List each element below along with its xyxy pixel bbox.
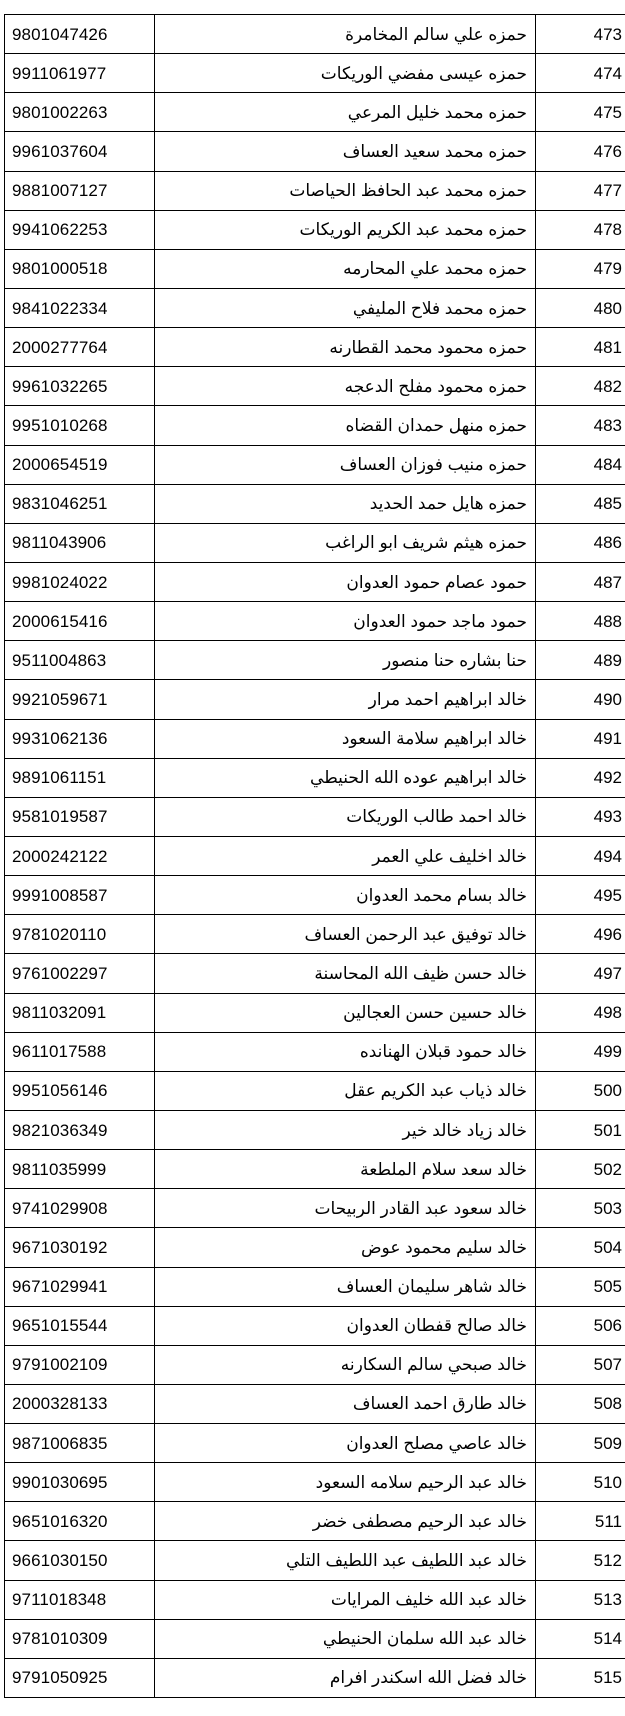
full-name-cell: حمزه عيسى مفضي الوريكات: [155, 54, 536, 93]
serial-number-cell: 503: [536, 1189, 625, 1228]
table-row: [5, 1189, 625, 1228]
full-name-cell: حمزه هايل حمد الحديد: [155, 484, 536, 523]
full-name-cell: حمزه محمد علي المحارمه: [155, 249, 536, 288]
full-name-cell: حمود ماجد حمود العدوان: [155, 602, 536, 641]
national-id-cell: 9741029908: [5, 1189, 155, 1228]
serial-number-cell: 511: [536, 1502, 625, 1541]
full-name-cell: خالد صبحي سالم السكارنه: [155, 1345, 536, 1384]
national-id-cell: 9711018348: [5, 1580, 155, 1619]
full-name-cell: خالد عبد الرحيم مصطفى خضر: [155, 1502, 536, 1541]
table-row: [5, 1619, 625, 1658]
table-row: [5, 797, 625, 836]
full-name-cell: حمزه محمد عبد الكريم الوريكات: [155, 210, 536, 249]
full-name-cell: حمزه محمود مفلح الدعجه: [155, 367, 536, 406]
full-name-cell: خالد سعود عبد القادر الربيحات: [155, 1189, 536, 1228]
national-id-cell: 9651016320: [5, 1502, 155, 1541]
full-name-cell: خالد فضل الله اسكندر افرام: [155, 1658, 536, 1697]
serial-number-cell: 482: [536, 367, 625, 406]
serial-number-cell: 496: [536, 915, 625, 954]
serial-number-cell: 515: [536, 1658, 625, 1697]
full-name-cell: خالد سعد سلام الملطعة: [155, 1150, 536, 1189]
table-row: [5, 876, 625, 915]
national-id-cell: 9581019587: [5, 797, 155, 836]
national-id-cell: 9791002109: [5, 1345, 155, 1384]
full-name-cell: حمزه محمد خليل المرعي: [155, 93, 536, 132]
table-row: [5, 1580, 625, 1619]
national-id-cell: 9931062136: [5, 719, 155, 758]
serial-number-cell: 474: [536, 54, 625, 93]
serial-number-cell: 488: [536, 602, 625, 641]
full-name-cell: خالد بسام محمد العدوان: [155, 876, 536, 915]
full-name-cell: حمزه منيب فوزان العساف: [155, 445, 536, 484]
national-id-cell: 2000277764: [5, 328, 155, 367]
table-row: [5, 445, 625, 484]
full-name-cell: خالد حمود قبلان الهنانده: [155, 1032, 536, 1071]
national-id-cell: 2000242122: [5, 836, 155, 875]
serial-number-cell: 513: [536, 1580, 625, 1619]
national-id-cell: 9981024022: [5, 562, 155, 601]
table-row: [5, 602, 625, 641]
table-row: [5, 1110, 625, 1149]
table-row: [5, 367, 625, 406]
full-name-cell: خالد طارق احمد العساف: [155, 1384, 536, 1423]
table-row: [5, 523, 625, 562]
table-row: [5, 993, 625, 1032]
full-name-cell: حمزه علي سالم المخامرة: [155, 15, 536, 54]
national-id-cell: 9941062253: [5, 210, 155, 249]
national-id-cell: 9901030695: [5, 1463, 155, 1502]
full-name-cell: حمزه هيثم شريف ابو الراغب: [155, 523, 536, 562]
table-row: [5, 1384, 625, 1423]
serial-number-cell: 491: [536, 719, 625, 758]
serial-number-cell: 480: [536, 288, 625, 327]
table-row: [5, 1541, 625, 1580]
table-row: [5, 1071, 625, 1110]
serial-number-cell: 490: [536, 680, 625, 719]
serial-number-cell: 484: [536, 445, 625, 484]
full-name-cell: خالد صالح قفطان العدوان: [155, 1306, 536, 1345]
national-id-cell: 9511004863: [5, 641, 155, 680]
serial-number-cell: 504: [536, 1228, 625, 1267]
table-row: [5, 1463, 625, 1502]
full-name-cell: خالد عبد الله سلمان الحنيطي: [155, 1619, 536, 1658]
table-row: [5, 288, 625, 327]
roster-table: [4, 14, 625, 1698]
national-id-cell: 9871006835: [5, 1424, 155, 1463]
national-id-cell: 9781020110: [5, 915, 155, 954]
serial-number-cell: 481: [536, 328, 625, 367]
full-name-cell: خالد ابراهيم عوده الله الحنيطي: [155, 758, 536, 797]
serial-number-cell: 493: [536, 797, 625, 836]
full-name-cell: حمزه محمد سعيد العساف: [155, 132, 536, 171]
serial-number-cell: 514: [536, 1619, 625, 1658]
national-id-cell: 9881007127: [5, 171, 155, 210]
full-name-cell: حمزه محمود محمد القطارنه: [155, 328, 536, 367]
table-row: [5, 132, 625, 171]
full-name-cell: خالد حسين حسن العجالين: [155, 993, 536, 1032]
full-name-cell: خالد عاصي مصلح العدوان: [155, 1424, 536, 1463]
national-id-cell: 9761002297: [5, 954, 155, 993]
table-row: [5, 758, 625, 797]
table-row: [5, 641, 625, 680]
national-id-cell: 2000328133: [5, 1384, 155, 1423]
national-id-cell: 9801047426: [5, 15, 155, 54]
full-name-cell: خالد احمد طالب الوريكات: [155, 797, 536, 836]
national-id-cell: 9991008587: [5, 876, 155, 915]
full-name-cell: خالد ابراهيم سلامة السعود: [155, 719, 536, 758]
serial-number-cell: 507: [536, 1345, 625, 1384]
serial-number-cell: 501: [536, 1110, 625, 1149]
full-name-cell: خالد ابراهيم احمد مرار: [155, 680, 536, 719]
table-row: [5, 93, 625, 132]
serial-number-cell: 500: [536, 1071, 625, 1110]
table-row: [5, 915, 625, 954]
full-name-cell: خالد ذياب عبد الكريم عقل: [155, 1071, 536, 1110]
national-id-cell: 9891061151: [5, 758, 155, 797]
serial-number-cell: 477: [536, 171, 625, 210]
table-row: [5, 836, 625, 875]
national-id-cell: 9961032265: [5, 367, 155, 406]
national-id-cell: 9801000518: [5, 249, 155, 288]
serial-number-cell: 498: [536, 993, 625, 1032]
table-row: [5, 171, 625, 210]
serial-number-cell: 492: [536, 758, 625, 797]
serial-number-cell: 473: [536, 15, 625, 54]
national-id-cell: 9831046251: [5, 484, 155, 523]
serial-number-cell: 509: [536, 1424, 625, 1463]
table-row: [5, 1228, 625, 1267]
national-id-cell: 9811032091: [5, 993, 155, 1032]
serial-number-cell: 485: [536, 484, 625, 523]
serial-number-cell: 495: [536, 876, 625, 915]
national-id-cell: 9961037604: [5, 132, 155, 171]
full-name-cell: خالد حسن ظيف الله المحاسنة: [155, 954, 536, 993]
table-row: [5, 249, 625, 288]
national-id-cell: 9671030192: [5, 1228, 155, 1267]
table-row: [5, 954, 625, 993]
full-name-cell: خالد سليم محمود عوض: [155, 1228, 536, 1267]
full-name-cell: خالد شاهر سليمان العساف: [155, 1267, 536, 1306]
national-id-cell: 9671029941: [5, 1267, 155, 1306]
table-row: [5, 562, 625, 601]
national-id-cell: 9661030150: [5, 1541, 155, 1580]
serial-number-cell: 487: [536, 562, 625, 601]
serial-number-cell: 486: [536, 523, 625, 562]
full-name-cell: حنا بشاره حنا منصور: [155, 641, 536, 680]
table-row: [5, 680, 625, 719]
national-id-cell: 9801002263: [5, 93, 155, 132]
roster-table-body: [5, 15, 625, 1698]
serial-number-cell: 497: [536, 954, 625, 993]
table-row: [5, 406, 625, 445]
national-id-cell: 9611017588: [5, 1032, 155, 1071]
serial-number-cell: 478: [536, 210, 625, 249]
table-row: [5, 484, 625, 523]
full-name-cell: حمزه محمد عبد الحافظ الحياصات: [155, 171, 536, 210]
serial-number-cell: 502: [536, 1150, 625, 1189]
table-row: [5, 1345, 625, 1384]
full-name-cell: حمود عصام حمود العدوان: [155, 562, 536, 601]
national-id-cell: 9781010309: [5, 1619, 155, 1658]
serial-number-cell: 499: [536, 1032, 625, 1071]
national-id-cell: 9911061977: [5, 54, 155, 93]
full-name-cell: خالد توفيق عبد الرحمن العساف: [155, 915, 536, 954]
serial-number-cell: 475: [536, 93, 625, 132]
table-row: [5, 1032, 625, 1071]
national-id-cell: 9841022334: [5, 288, 155, 327]
national-id-cell: 2000654519: [5, 445, 155, 484]
national-id-cell: 9951010268: [5, 406, 155, 445]
serial-number-cell: 476: [536, 132, 625, 171]
table-row: [5, 328, 625, 367]
full-name-cell: خالد عبد اللطيف عبد اللطيف التلي: [155, 1541, 536, 1580]
table-row: [5, 1658, 625, 1697]
serial-number-cell: 510: [536, 1463, 625, 1502]
full-name-cell: خالد عبد الله خليف المرايات: [155, 1580, 536, 1619]
serial-number-cell: 483: [536, 406, 625, 445]
table-row: [5, 1502, 625, 1541]
table-row: [5, 1267, 625, 1306]
serial-number-cell: 489: [536, 641, 625, 680]
table-row: [5, 1424, 625, 1463]
full-name-cell: خالد اخليف علي العمر: [155, 836, 536, 875]
serial-number-cell: 505: [536, 1267, 625, 1306]
serial-number-cell: 479: [536, 249, 625, 288]
serial-number-cell: 512: [536, 1541, 625, 1580]
national-id-cell: 9811035999: [5, 1150, 155, 1189]
serial-number-cell: 506: [536, 1306, 625, 1345]
table-row: [5, 210, 625, 249]
serial-number-cell: 494: [536, 836, 625, 875]
full-name-cell: خالد زياد خالد خير: [155, 1110, 536, 1149]
full-name-cell: حمزه منهل حمدان القضاه: [155, 406, 536, 445]
table-row: [5, 54, 625, 93]
table-row: [5, 1306, 625, 1345]
serial-number-cell: 508: [536, 1384, 625, 1423]
national-id-cell: 9821036349: [5, 1110, 155, 1149]
full-name-cell: خالد عبد الرحيم سلامه السعود: [155, 1463, 536, 1502]
national-id-cell: 9811043906: [5, 523, 155, 562]
national-id-cell: 9951056146: [5, 1071, 155, 1110]
national-id-cell: 9921059671: [5, 680, 155, 719]
national-id-cell: 2000615416: [5, 602, 155, 641]
table-row: [5, 15, 625, 54]
national-id-cell: 9651015544: [5, 1306, 155, 1345]
table-row: [5, 1150, 625, 1189]
table-row: [5, 719, 625, 758]
national-id-cell: 9791050925: [5, 1658, 155, 1697]
full-name-cell: حمزه محمد فلاح المليفي: [155, 288, 536, 327]
